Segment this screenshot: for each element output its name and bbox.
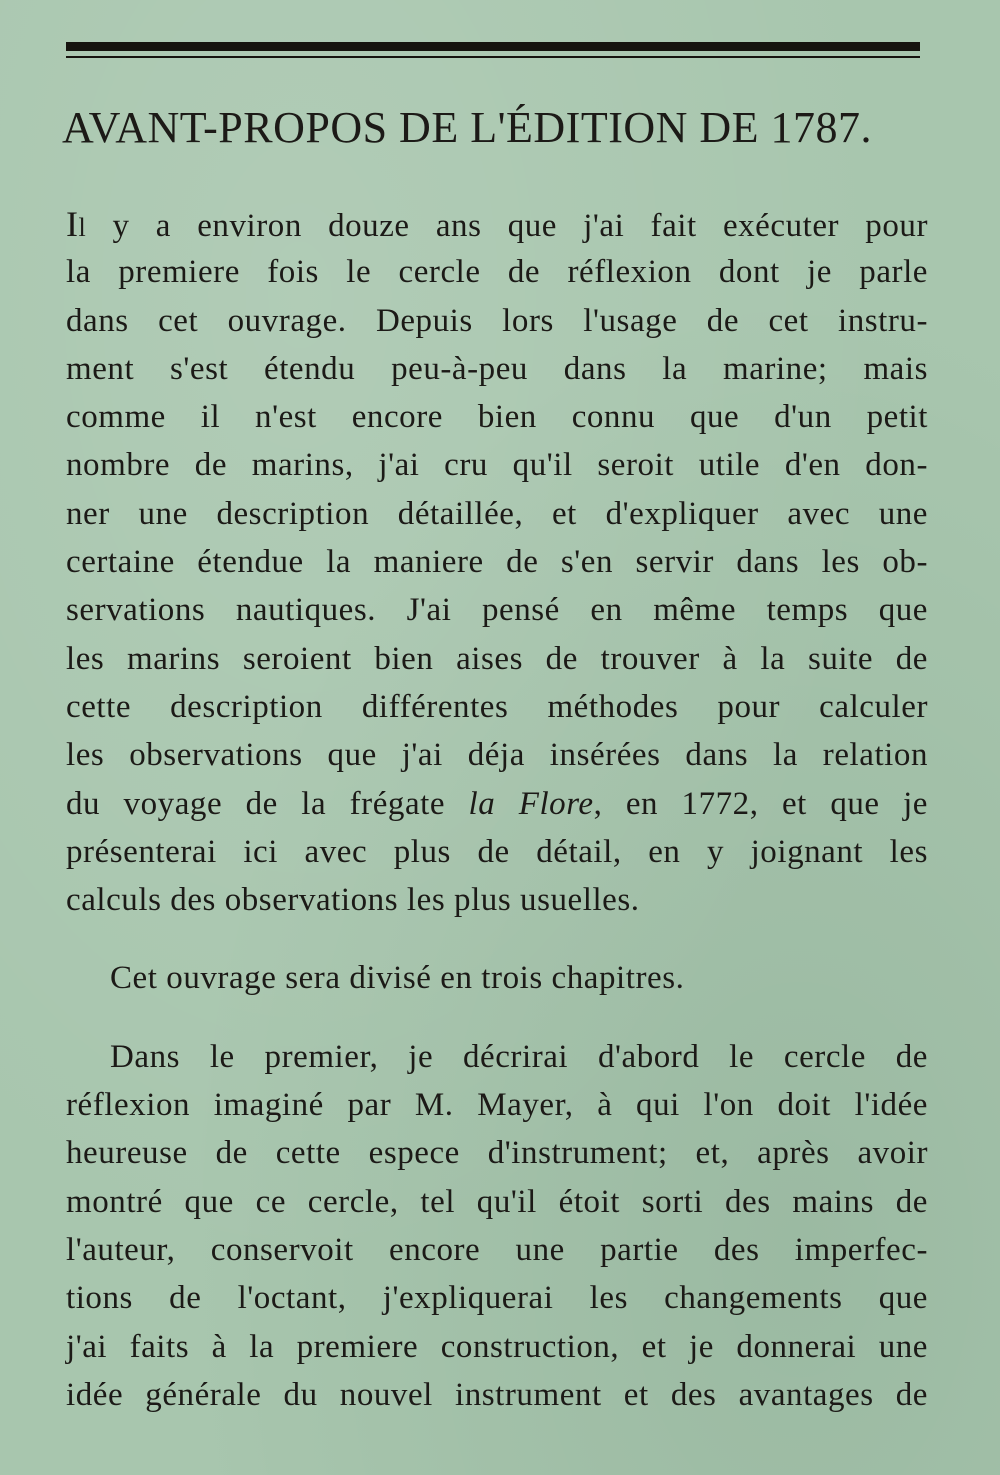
text-line: calculs des observations les plus usuelles.: [66, 882, 640, 919]
text-line: dans cet ouvrage. Depuis lors l'usage de cet instru-: [66, 302, 928, 339]
text-line: servations nautiques. J'ai pensé en même temps que: [66, 592, 928, 629]
text-line: les marins seroient bien aises de trouver à la suite de: [66, 640, 928, 677]
paragraph-2: [66, 954, 928, 1002]
ship-name: la Flore: [468, 785, 594, 822]
text-line: comme il n'est encore bien connu que d'un petit: [66, 399, 928, 436]
text-line: du voyage de la frégate la Flore, en 1772, et que je: [66, 785, 928, 822]
text-line: idée générale du nouvel instrument et des avantages de: [66, 1376, 928, 1413]
top-rule-thick: [66, 42, 920, 51]
text-line: l'auteur, conservoit encore une partie des imperfec-: [66, 1231, 928, 1268]
drop-initial: I: [66, 204, 79, 244]
text-line: heureuse de cette espece d'instrument; et, après avoir: [66, 1135, 928, 1172]
text-line: présenterai ici avec plus de détail, en y joignant les: [66, 833, 928, 870]
text-line: montré que ce cercle, tel qu'il étoit sorti des mains de: [66, 1183, 928, 1220]
text-line: j'ai faits à la premiere construction, et je donnerai une: [66, 1328, 928, 1365]
text-line: cette description différentes méthodes pour calculer: [66, 688, 928, 725]
body-text: [66, 200, 928, 1419]
text-line: les observations que j'ai déja insérées dans la relation: [66, 737, 928, 774]
text-line: ment s'est étendu peu-à-peu dans la marine; mais: [66, 350, 928, 387]
paragraph-1: [66, 200, 928, 924]
text-line: certaine étendue la maniere de s'en servir dans les ob-: [66, 544, 928, 581]
text-line: nombre de marins, j'ai cru qu'il seroit utile d'en don-: [66, 447, 928, 484]
top-rule-thin: [66, 56, 920, 58]
drop-initial-rest: l: [78, 213, 87, 242]
page-heading: AVANT-PROPOS DE L'ÉDITION DE 1787.: [62, 103, 873, 152]
text-line: ner une description détaillée, et d'expliquer avec une: [66, 495, 928, 532]
text-line: tions de l'octant, j'expliquerai les changements que: [66, 1280, 928, 1317]
text-line: la premiere fois le cercle de réflexion dont je parle: [66, 254, 928, 291]
text-line: réflexion imaginé par M. Mayer, à qui l'on doit l'idée: [66, 1087, 928, 1124]
paragraph-3: [66, 1033, 928, 1419]
text-line: Cet ouvrage sera divisé en trois chapitres.: [110, 960, 685, 997]
text-line: Il y a environ douze ans que j'ai fait exécuter pour: [66, 204, 928, 244]
text-line: Dans le premier, je décrirai d'abord le cercle de: [110, 1038, 928, 1075]
